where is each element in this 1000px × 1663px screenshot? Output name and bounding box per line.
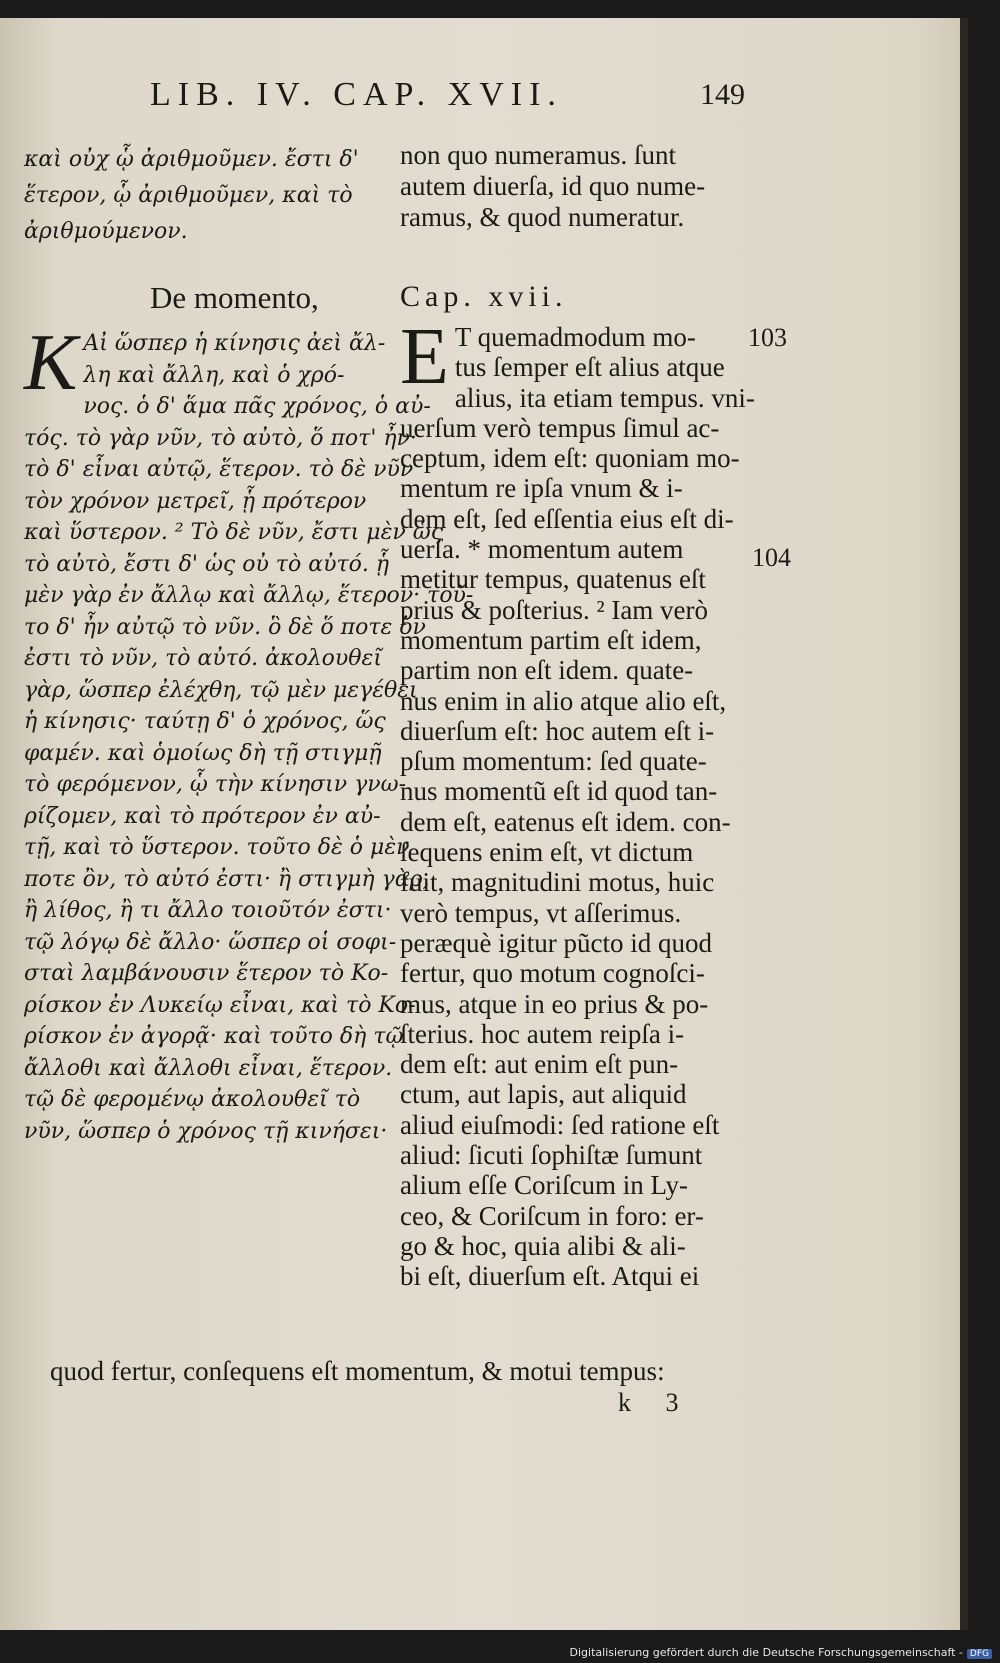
- latin-line: dem eſt, eatenus eſt idem. con-: [400, 806, 731, 837]
- page-edge-shadow: [960, 18, 968, 1630]
- greek-line: ἢ λίθος, ἢ τι ἄλλο τοιοῦτόν ἐστι·: [24, 898, 392, 923]
- latin-dropcap: E: [400, 313, 449, 401]
- greek-line: τὸν χρόνον μετρεῖ, ᾗ πρότερον: [24, 488, 367, 514]
- greek-line: το δ' ἦν αὐτῷ τὸ νῦν. ὃ δὲ ὅ ποτε ὄν: [24, 614, 426, 640]
- greek-line: τὸ φερόμενον, ᾧ τὴν κίνησιν γνω-: [24, 772, 407, 797]
- latin-line: fertur, quo motum cognoſci-: [400, 958, 705, 989]
- latin-line: peræquè igitur pũcto id quod: [400, 927, 712, 958]
- greek-line: ἀριθμούμενον.: [24, 219, 188, 244]
- latin-line: alium eſſe Coriſcum in Ly-: [400, 1170, 688, 1201]
- margin-note-104: 104: [752, 543, 791, 572]
- latin-line: dem eſt, ſed eſſentia eius eſt di-: [400, 503, 734, 534]
- latin-line: pſum momentum: ſed quate-: [400, 746, 707, 777]
- greek-line: νος. ὁ δ' ἅμα πᾶς χρόνος, ὁ αὐ-: [83, 394, 431, 419]
- greek-dropcap: K: [24, 319, 78, 407]
- latin-line: mus, atque in eo prius & po-: [400, 988, 709, 1019]
- greek-line: ρίσκον ἐν ἀγορᾷ· καὶ τοῦτο δὴ τῷ: [24, 1024, 404, 1049]
- book-page: [0, 18, 968, 1630]
- latin-line: alius, ita etiam tempus. vni-: [454, 382, 755, 413]
- latin-line: ſequens enim eſt, vt dictum: [400, 837, 694, 868]
- chapter-heading: Cap. xvii.: [400, 280, 568, 313]
- latin-line: verò tempus, vt aſſerimus.: [400, 897, 682, 928]
- latin-line: ctum, aut lapis, aut aliquid: [400, 1079, 687, 1110]
- latin-line: autem diuerſa, id quo nume-: [400, 171, 706, 201]
- latin-line: go & hoc, quia alibi & ali-: [400, 1230, 686, 1261]
- greek-line: ρίσκον ἐν Λυκείῳ εἶναι, καὶ τὸ Κο-: [24, 992, 416, 1018]
- latin-line: prius & poſterius. ² Iam verò: [400, 594, 709, 625]
- latin-line: partim non eſt idem. quate-: [400, 655, 694, 686]
- latin-line: nus enim in alio atque alio eſt,: [400, 685, 727, 716]
- digitization-credit: [570, 1646, 992, 1659]
- greek-line: λη καὶ ἄλλη, καὶ ὁ χρό-: [83, 362, 345, 388]
- greek-line: νῦν, ὥσπερ ὁ χρόνος τῇ κινήσει·: [24, 1118, 388, 1144]
- latin-line: metitur tempus, quatenus eſt: [400, 564, 706, 595]
- greek-line: σταὶ λαμβάνουσιν ἕτερον τὸ Κο-: [24, 961, 389, 986]
- latin-line: tus ſemper eſt alius atque: [454, 352, 725, 383]
- closing-line: quod fertur, conſequens eſt momentum, & motui tempus:: [50, 1356, 665, 1386]
- margin-note-103: 103: [748, 323, 787, 352]
- greek-continuation: [24, 142, 384, 250]
- greek-line: τός. τὸ γὰρ νῦν, τὸ αὐτὸ, ὅ ποτ' ἦν·: [24, 425, 417, 451]
- latin-line: uerſa. * momentum autem: [400, 534, 684, 565]
- latin-continuation: [400, 140, 760, 233]
- latin-line: non quo numeramus. ſunt: [400, 140, 676, 170]
- greek-line: τῷ δὲ φερομένῳ ἀκολουθεῖ τὸ: [24, 1087, 361, 1112]
- greek-line: ρίζομεν, καὶ τὸ πρότερον ἐν αὐ-: [24, 803, 381, 829]
- greek-line: τῷ λόγῳ δὲ ἄλλο· ὥσπερ οἱ σοφι-: [24, 929, 397, 955]
- latin-line: mentum re ipſa vnum & i-: [400, 473, 683, 504]
- latin-column: [400, 313, 760, 1292]
- greek-line: μὲν γὰρ ἐν ἄλλῳ καὶ ἄλλῳ, ἕτερον· τοῦ-: [24, 583, 474, 608]
- section-heading-left: De momento,: [150, 280, 319, 315]
- latin-line: aliud eiuſmodi: ſed ratione eſt: [400, 1109, 720, 1140]
- latin-line: bi eſt, diuerſum eſt. Atqui ei: [400, 1261, 700, 1292]
- credit-text: Digitalisierung gefördert durch die Deutsche Forschungsgemeinschaft -: [569, 1646, 963, 1659]
- latin-line: ſterius. hoc autem reipſa i-: [400, 1018, 685, 1049]
- latin-line: ceo, & Coriſcum in foro: er-: [400, 1200, 704, 1231]
- greek-line: ἐστι τὸ νῦν, τὸ αὐτό. ἀκολουθεῖ: [24, 646, 382, 671]
- latin-line: momentum partim eſt idem,: [400, 624, 702, 655]
- page-number: 149: [700, 78, 745, 111]
- latin-line: uerſum verò tempus ſimul ac-: [400, 412, 720, 443]
- greek-line: γὰρ, ὥσπερ ἐλέχθη, τῷ μὲν μεγέθει: [24, 677, 418, 703]
- greek-line: τὸ δ' εἶναι αὐτῷ, ἕτερον. τὸ δὲ νῦν: [24, 457, 414, 482]
- latin-line: fuit, magnitudini motus, huic: [400, 867, 715, 898]
- greek-line: καὶ ὕστερον. ² Τὸ δὲ νῦν, ἔστι μὲν ὡς: [24, 520, 444, 545]
- latin-line: nus momentũ eſt id quod tan-: [400, 776, 718, 807]
- greek-line: ποτε ὂν, τὸ αὐτό ἐστι· ἢ στιγμὴ γὰρ,: [24, 866, 430, 892]
- greek-line: φαμέν. καὶ ὁμοίως δὴ τῇ στιγμῇ: [24, 740, 382, 766]
- latin-line: aliud: ſicuti ſophiſtæ ſumunt: [400, 1140, 703, 1171]
- dfg-logo: DFG: [967, 1649, 992, 1659]
- latin-line: diuerſum eſt: hoc autem eſt i-: [400, 715, 715, 746]
- greek-line: τῇ, καὶ τὸ ὕστερον. τοῦτο δὲ ὁ μὲν: [24, 835, 410, 860]
- greek-line: Αἰ ὥσπερ ἡ κίνησις ἀεὶ ἄλ-: [83, 331, 386, 356]
- greek-line: ἄλλοθι καὶ ἄλλοθι εἶναι, ἕτερον.: [24, 1055, 393, 1081]
- greek-line: καὶ οὐχ ᾧ ἀριθμοῦμεν. ἔστι δ': [24, 147, 359, 172]
- latin-line: ceptum, idem eſt: quoniam mo-: [400, 443, 740, 474]
- running-title: LIB. IV. CAP. XVII.: [150, 76, 563, 113]
- greek-line: ἕτερον, ᾧ ἀριθμοῦμεν, καὶ τὸ: [24, 183, 353, 208]
- greek-line: ἡ κίνησις· ταύτῃ δ' ὁ χρόνος, ὥς: [24, 709, 386, 734]
- signature-mark: k 3: [618, 1388, 693, 1417]
- latin-line: T quemadmodum mo-: [454, 322, 696, 352]
- greek-line: τὸ αὐτὸ, ἔστι δ' ὡς οὐ τὸ αὐτό. ᾗ: [24, 551, 390, 577]
- latin-line: ramus, & quod numeratur.: [400, 202, 685, 232]
- latin-line: dem eſt: aut enim eſt pun-: [400, 1049, 679, 1080]
- greek-column: [24, 319, 474, 1147]
